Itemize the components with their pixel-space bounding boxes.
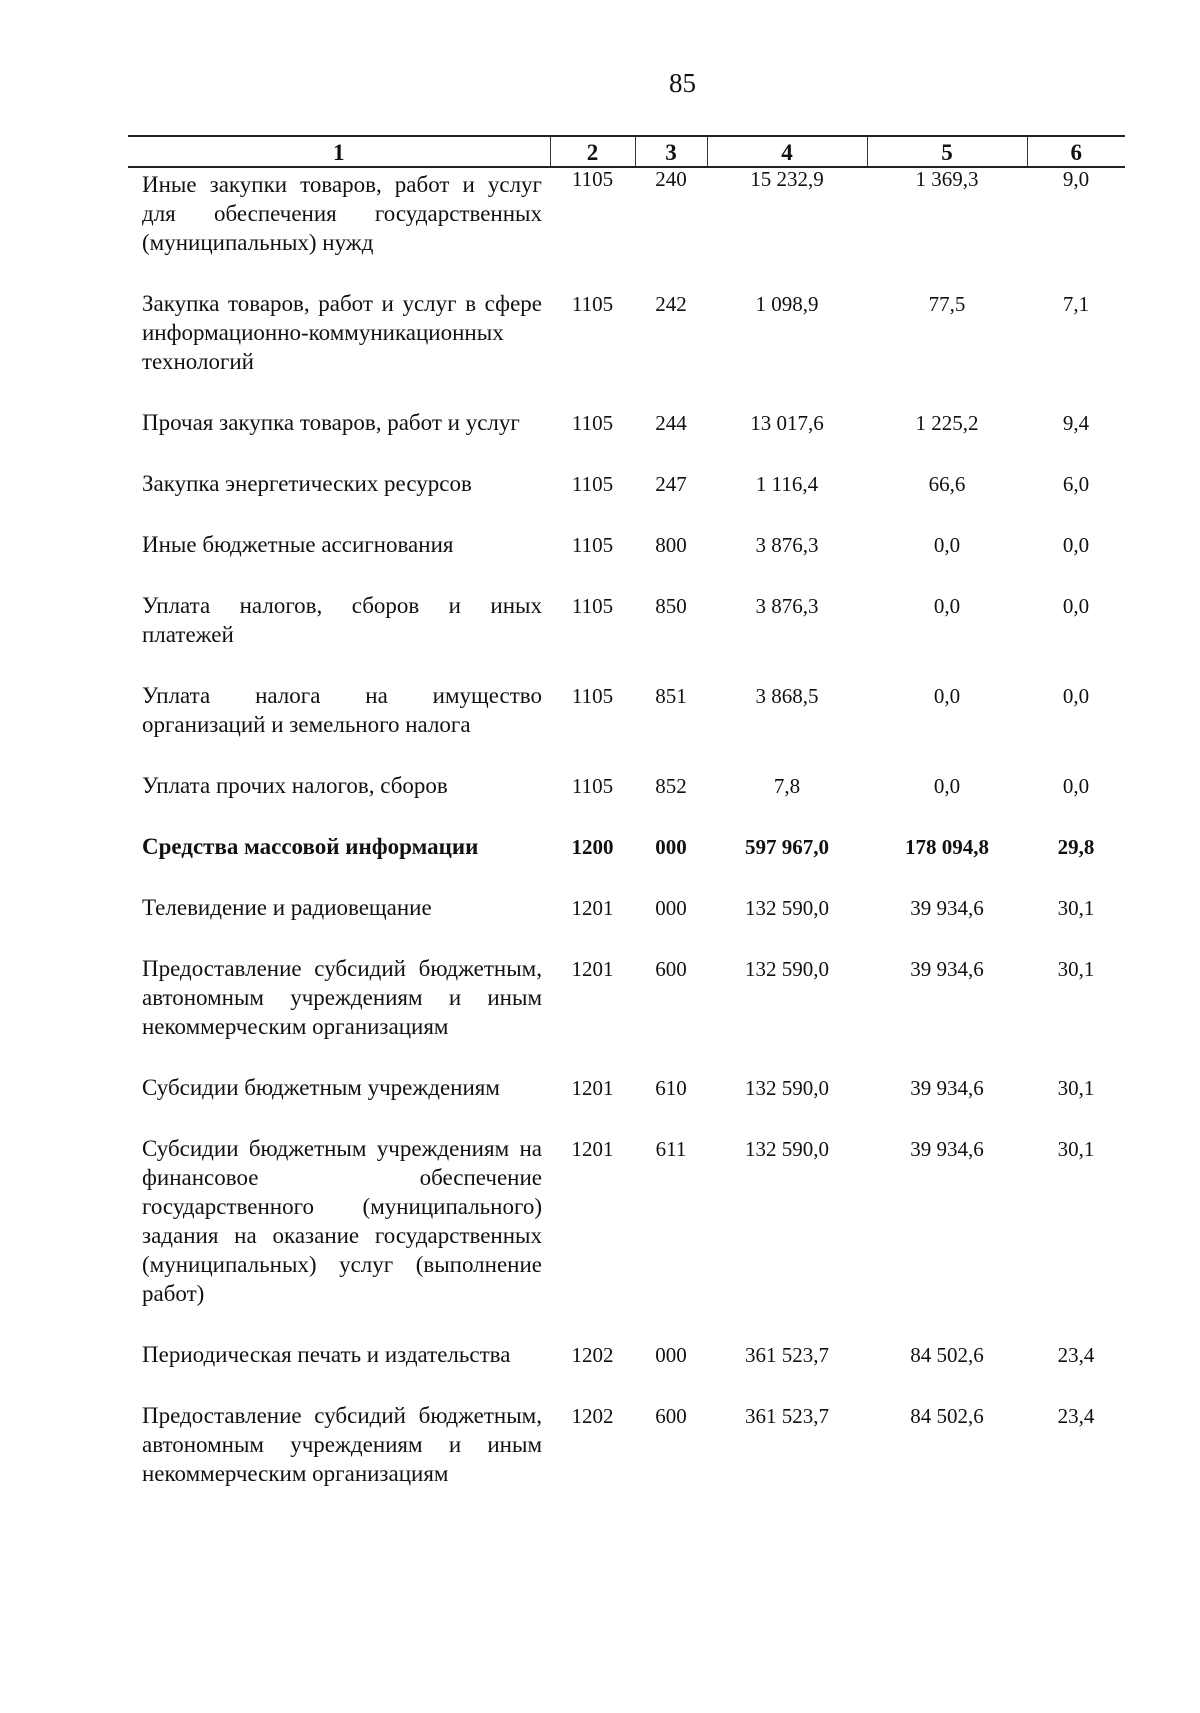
row-name: Телевидение и радиовещание: [142, 895, 432, 920]
section-code: 1105: [571, 167, 614, 191]
planned-amount: 132 590,0: [745, 896, 829, 920]
row-name: Иные закупки товаров, работ и услуг для обеспечения государственных (муниципальных) нужд: [142, 172, 542, 255]
executed-amount: 84 502,6: [910, 1404, 984, 1428]
table-row: [128, 681, 1125, 771]
section-code: 1105: [571, 411, 614, 435]
executed-amount: 0,0: [933, 594, 961, 618]
planned-amount: 3 876,3: [755, 533, 819, 557]
column-header: 3: [635, 136, 707, 167]
section-code: 1202: [571, 1343, 614, 1367]
executed-amount: 39 934,6: [910, 957, 984, 981]
expense-type-code: 000: [655, 1343, 687, 1367]
section-code: 1201: [571, 896, 614, 920]
expense-type-code: 852: [655, 774, 687, 798]
row-name: Уплата налога на имущество организаций и земельного налога: [142, 683, 542, 737]
expense-type-code: 851: [655, 684, 687, 708]
page-number: 85: [669, 68, 696, 98]
expense-type-code: 000: [655, 835, 687, 859]
table-row: [128, 1134, 1125, 1340]
table-row: [128, 1073, 1125, 1134]
row-name: Закупка энергетических ресурсов: [142, 471, 472, 496]
execution-percent: 30,1: [1057, 896, 1095, 920]
table-row: [128, 954, 1125, 1073]
expense-type-code: 600: [655, 1404, 687, 1428]
executed-amount: 39 934,6: [910, 1137, 984, 1161]
planned-amount: 597 967,0: [745, 835, 829, 859]
execution-percent: 7,1: [1062, 292, 1090, 316]
planned-amount: 3 876,3: [755, 594, 819, 618]
row-name: Уплата прочих налогов, сборов: [142, 773, 448, 798]
table-row: [128, 530, 1125, 591]
row-name: Периодическая печать и издательства: [142, 1342, 511, 1367]
executed-amount: 0,0: [933, 533, 961, 557]
executed-amount: 178 094,8: [905, 835, 989, 859]
executed-amount: 66,6: [928, 472, 966, 496]
column-header: 2: [550, 136, 635, 167]
executed-amount: 0,0: [933, 684, 961, 708]
planned-amount: 132 590,0: [745, 957, 829, 981]
column-header: 6: [1027, 136, 1125, 167]
expense-type-code: 800: [655, 533, 687, 557]
table-row: [128, 469, 1125, 530]
execution-percent: 0,0: [1062, 774, 1090, 798]
expense-type-code: 000: [655, 896, 687, 920]
table-row: [128, 1340, 1125, 1401]
executed-amount: 77,5: [928, 292, 966, 316]
column-header: 4: [707, 136, 867, 167]
row-name: Субсидии бюджетным учреждениям: [142, 1075, 500, 1100]
expense-type-code: 244: [655, 411, 687, 435]
expense-type-code: 247: [655, 472, 687, 496]
table-row: [128, 771, 1125, 832]
section-code: 1201: [571, 957, 614, 981]
execution-percent: 29,8: [1057, 835, 1095, 859]
executed-amount: 0,0: [933, 774, 961, 798]
column-header: 5: [867, 136, 1027, 167]
planned-amount: 1 098,9: [755, 292, 819, 316]
expense-type-code: 240: [655, 167, 687, 191]
planned-amount: 1 116,4: [755, 472, 819, 496]
execution-percent: 0,0: [1062, 594, 1090, 618]
row-name: Предоставление субсидий бюджетным, автономным учреждениям и иным некоммерческим организациям: [142, 956, 542, 1039]
execution-percent: 9,4: [1062, 411, 1090, 435]
planned-amount: 361 523,7: [745, 1343, 829, 1367]
table-row: [128, 1401, 1125, 1520]
expense-type-code: 610: [655, 1076, 687, 1100]
planned-amount: 3 868,5: [755, 684, 819, 708]
table-row: [128, 893, 1125, 954]
planned-amount: 132 590,0: [745, 1076, 829, 1100]
expense-type-code: 611: [655, 1137, 687, 1161]
executed-amount: 1 369,3: [915, 167, 979, 191]
section-code: 1202: [571, 1404, 614, 1428]
table-row: [128, 289, 1125, 408]
section-code: 1200: [571, 835, 614, 859]
row-name: Иные бюджетные ассигнования: [142, 532, 454, 557]
planned-amount: 13 017,6: [750, 411, 824, 435]
executed-amount: 39 934,6: [910, 896, 984, 920]
execution-percent: 0,0: [1062, 533, 1090, 557]
table-header-row: [128, 136, 1125, 167]
planned-amount: 132 590,0: [745, 1137, 829, 1161]
row-name: Уплата налогов, сборов и иных платежей: [142, 593, 542, 647]
executed-amount: 84 502,6: [910, 1343, 984, 1367]
section-code: 1105: [571, 533, 614, 557]
table-row: [128, 591, 1125, 681]
row-name: Закупка товаров, работ и услуг в сфере информационно-коммуникационных технологий: [142, 291, 542, 374]
execution-percent: 30,1: [1057, 1137, 1095, 1161]
budget-table: [128, 135, 1125, 1520]
section-code: 1105: [571, 594, 614, 618]
execution-percent: 23,4: [1057, 1404, 1095, 1428]
expense-type-code: 850: [655, 594, 687, 618]
row-name: Средства массовой информации: [142, 834, 479, 859]
table-row: [128, 167, 1125, 289]
planned-amount: 361 523,7: [745, 1404, 829, 1428]
execution-percent: 6,0: [1062, 472, 1090, 496]
table-row: [128, 832, 1125, 893]
section-code: 1105: [571, 684, 614, 708]
row-name: Субсидии бюджетным учреждениям на финансовое обеспечение государственного (муниципального) задания на оказание государственных (муниципальных) услуг (выполнение работ): [142, 1136, 542, 1306]
table-body: [128, 167, 1125, 1520]
row-name: Предоставление субсидий бюджетным, автономным учреждениям и иным некоммерческим организациям: [142, 1403, 542, 1486]
section-code: 1105: [571, 774, 614, 798]
expense-type-code: 242: [655, 292, 687, 316]
executed-amount: 39 934,6: [910, 1076, 984, 1100]
execution-percent: 30,1: [1057, 1076, 1095, 1100]
section-code: 1201: [571, 1076, 614, 1100]
row-name: Прочая закупка товаров, работ и услуг: [142, 410, 520, 435]
execution-percent: 9,0: [1062, 167, 1090, 191]
section-code: 1105: [571, 292, 614, 316]
expense-type-code: 600: [655, 957, 687, 981]
section-code: 1201: [571, 1137, 614, 1161]
planned-amount: 7,8: [773, 774, 801, 798]
execution-percent: 0,0: [1062, 684, 1090, 708]
column-header: 1: [128, 136, 550, 167]
section-code: 1105: [571, 472, 614, 496]
execution-percent: 23,4: [1057, 1343, 1095, 1367]
execution-percent: 30,1: [1057, 957, 1095, 981]
table-row: [128, 408, 1125, 469]
planned-amount: 15 232,9: [750, 167, 824, 191]
executed-amount: 1 225,2: [915, 411, 979, 435]
